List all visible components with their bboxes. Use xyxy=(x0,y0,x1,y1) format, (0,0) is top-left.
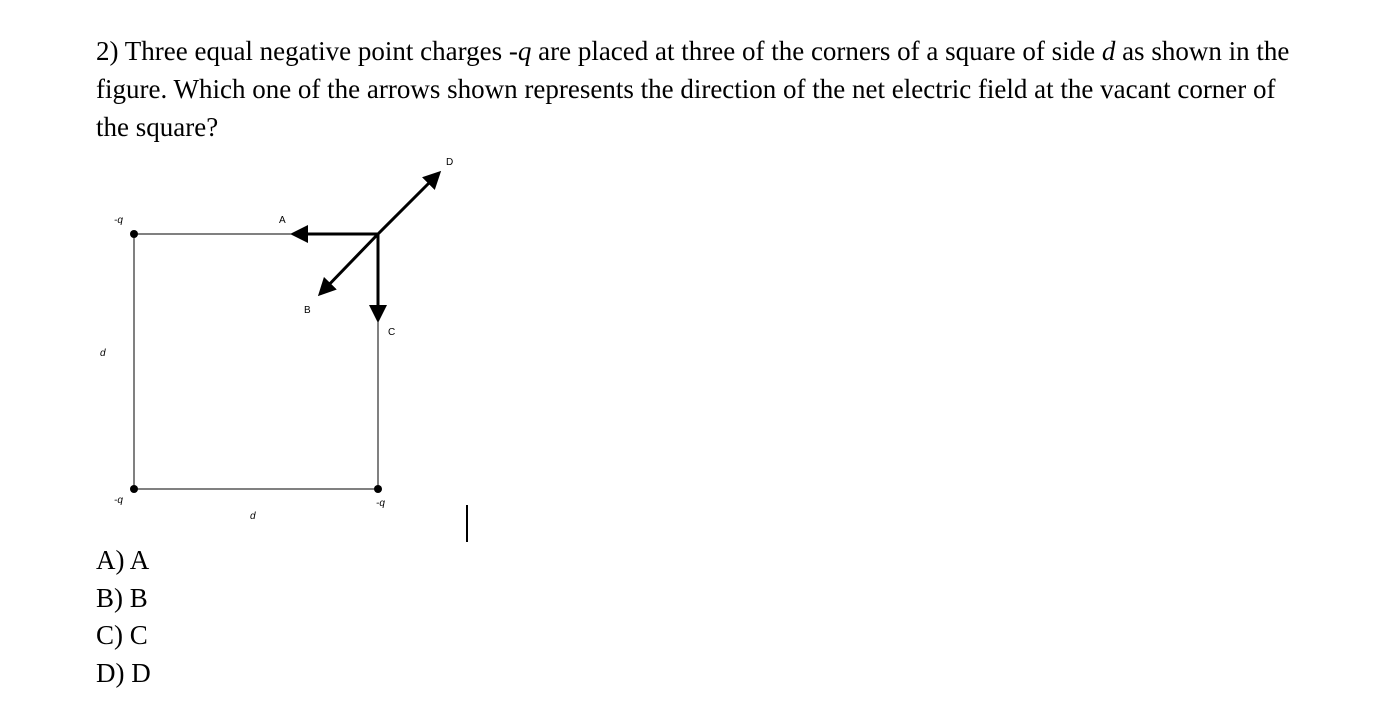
text-cursor xyxy=(466,505,468,542)
question-part-1: Three equal negative point charges xyxy=(124,36,509,66)
arrow-b xyxy=(320,234,378,294)
choice-d[interactable] xyxy=(96,655,151,693)
charge-dot-top-left xyxy=(130,230,138,238)
choice-a-letter: A) xyxy=(96,545,125,575)
choice-b-letter: B) xyxy=(96,582,123,613)
charge-label-top-left: -q xyxy=(114,215,123,226)
arrow-label-c: C xyxy=(388,327,396,338)
charge-dot-bottom-left xyxy=(130,485,138,493)
answer-choices xyxy=(96,542,151,692)
arrow-label-b: B xyxy=(304,305,311,316)
choice-a-value: A xyxy=(129,545,150,575)
choice-d-letter: D) xyxy=(96,657,125,688)
choice-c-value: C xyxy=(129,620,148,650)
choice-c-letter: C) xyxy=(96,620,123,650)
choice-b[interactable] xyxy=(96,580,151,618)
charge-label-bottom-left: -q xyxy=(114,495,123,506)
charge-label-bottom-right: -q xyxy=(376,498,385,509)
arrow-label-a: A xyxy=(279,215,286,226)
arrow-d xyxy=(378,173,439,234)
choice-c[interactable] xyxy=(96,617,151,655)
choice-b-value: B xyxy=(129,582,148,613)
question-part-2: are placed at three of the corners of a square of side xyxy=(531,36,1102,66)
choice-d-value: D xyxy=(131,657,151,688)
question-number: 2) xyxy=(96,36,119,66)
charge-symbol: -q xyxy=(508,36,532,66)
side-symbol: d xyxy=(1101,36,1116,66)
arrow-label-d: D xyxy=(446,157,454,168)
charge-dot-bottom-right xyxy=(374,485,382,493)
question-part-3: as shown in the figure. Which one of the arrows shown represents the direction of the net electric field at the vacant corner of the square? xyxy=(96,36,1290,142)
choice-a[interactable] xyxy=(96,542,151,580)
side-label-left: d xyxy=(100,348,106,359)
side-label-bottom: d xyxy=(250,511,256,522)
